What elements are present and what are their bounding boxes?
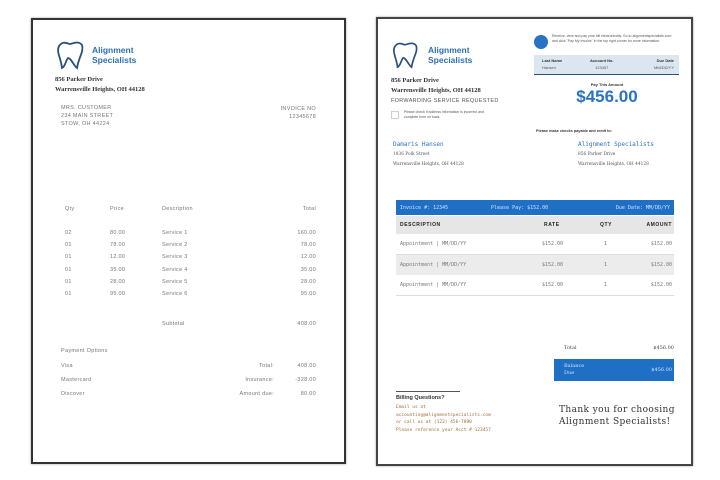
address-line: Warrensville Heights, OH 44128 bbox=[55, 86, 145, 93]
logo-line-2: Specialists bbox=[92, 55, 137, 65]
bar-please-pay: Please Pay: $152.00 bbox=[491, 205, 549, 211]
item-total: 12.00 bbox=[300, 254, 316, 261]
item-qty: 01 bbox=[65, 266, 72, 273]
invoice-no-value: 12345678 bbox=[289, 114, 316, 120]
item-rate: $152.00 bbox=[542, 282, 564, 288]
item-total: 95.00 bbox=[300, 291, 316, 297]
item-price: 12.00 bbox=[110, 254, 126, 261]
tooth-logo-icon bbox=[55, 40, 85, 70]
epay-note: Receive, view and pay your bill electronically. Go to alignmentspecialists.com and click "Pay My Invoice" in the top right corner for more information. bbox=[552, 34, 672, 43]
item-total: 28.00 bbox=[300, 278, 316, 285]
item-total: 78.00 bbox=[300, 242, 316, 249]
total-value: $456.00 bbox=[653, 345, 674, 351]
invoice-bar bbox=[396, 200, 674, 215]
invoice-no-label: INVOICE NO bbox=[280, 106, 316, 112]
account-value: Hansen bbox=[542, 65, 556, 70]
billing-line: Email us at bbox=[396, 405, 426, 410]
remit-name: Alignment Specialists bbox=[578, 141, 654, 148]
item-amount: $152.00 bbox=[650, 261, 672, 268]
remit-note: Please make checks payable and remit to: bbox=[536, 129, 612, 133]
billing-title: Billing Questions? bbox=[396, 395, 445, 401]
invoice-page-simple bbox=[31, 18, 346, 464]
item-total: 160.00 bbox=[297, 230, 316, 236]
item-amount: $152.00 bbox=[650, 241, 672, 247]
subtotal-label: Subtotal bbox=[162, 321, 185, 327]
address-change-checkbox[interactable] bbox=[391, 111, 399, 119]
summary-value: 80.00 bbox=[300, 391, 316, 397]
payment-options-label: Payment Options bbox=[61, 348, 108, 354]
item-description: Service 5 bbox=[162, 278, 188, 285]
customer-address bbox=[61, 104, 113, 128]
address-line: 856 Parker Drive bbox=[55, 76, 103, 83]
logo-text bbox=[428, 45, 472, 65]
payment-option: Visa bbox=[61, 363, 73, 369]
pay-amount: $456.00 bbox=[576, 87, 638, 106]
balance-value: $456.00 bbox=[651, 367, 672, 373]
summary-value: 408.00 bbox=[297, 363, 316, 369]
item-price: 80.00 bbox=[110, 230, 126, 236]
tooth-logo-icon bbox=[391, 41, 419, 69]
account-header: Due Date bbox=[656, 58, 674, 63]
customer-line: 234 MAIN STREET bbox=[61, 113, 114, 119]
customer-line: STOW, OH 44224 bbox=[61, 121, 110, 127]
item-qty: 01 bbox=[65, 278, 72, 285]
item-qty: 02 bbox=[65, 230, 72, 236]
item-qty: 01 bbox=[65, 291, 72, 297]
bar-due-date: Due Date: MM/DD/YY bbox=[615, 205, 670, 211]
item-price: 28.00 bbox=[110, 278, 126, 285]
billing-phone: or call us at (123) 456-7890 bbox=[396, 420, 472, 425]
remit-address bbox=[578, 140, 654, 170]
billing-line: Please reference your Acct # 123457 bbox=[396, 427, 491, 433]
item-description: Service 6 bbox=[162, 291, 188, 297]
customer-name: Damaris Hansen bbox=[393, 141, 444, 148]
item-rate: $152.00 bbox=[542, 261, 564, 268]
col-qty: Qty bbox=[65, 206, 75, 212]
customer-address bbox=[393, 140, 464, 170]
account-value: 123457 bbox=[595, 65, 609, 70]
address-line: Warrensville Heights, OH 44128 bbox=[391, 87, 481, 94]
item-description: Appointment | MM/DD/YY bbox=[400, 261, 467, 268]
item-description: Appointment | MM/DD/YY bbox=[400, 282, 467, 288]
summary-label: Insurance: bbox=[245, 377, 274, 383]
divider bbox=[396, 391, 460, 392]
col-description: Description bbox=[162, 206, 193, 212]
account-value: MM/DD/YY bbox=[654, 65, 674, 70]
thank-you-note: Thank you for choosing Alignment Specialists! bbox=[559, 405, 675, 427]
col-qty: QTY bbox=[600, 222, 613, 228]
payment-box bbox=[534, 33, 680, 78]
table-row bbox=[396, 255, 674, 276]
col-rate: RATE bbox=[544, 222, 560, 228]
invoice-number bbox=[281, 105, 316, 121]
item-qty: 1 bbox=[604, 261, 608, 268]
item-price: 95.00 bbox=[110, 291, 126, 297]
logo-line-1: Alignment bbox=[428, 45, 470, 55]
account-header: Account No. bbox=[590, 58, 614, 63]
forwarding-note: FORWARDING SERVICE REQUESTED bbox=[391, 98, 499, 104]
account-header: Last Name bbox=[542, 58, 563, 63]
company-address bbox=[55, 75, 145, 95]
item-amount: $152.00 bbox=[650, 282, 672, 288]
item-qty: 1 bbox=[604, 241, 608, 247]
table-row bbox=[396, 275, 674, 296]
col-amount: AMOUNT bbox=[646, 222, 672, 228]
summary-value: -328.00 bbox=[295, 377, 316, 383]
remit-city: Warrensville Heights, OH 44128 bbox=[578, 162, 649, 167]
col-description: DESCRIPTION bbox=[400, 222, 441, 228]
col-price: Price bbox=[110, 206, 125, 212]
pay-label: Pay This Amount bbox=[590, 82, 624, 87]
company-address bbox=[391, 76, 481, 96]
logo-text bbox=[92, 45, 136, 65]
summary-label: Total: bbox=[259, 363, 274, 369]
item-qty: 01 bbox=[65, 242, 72, 249]
invoice-page-detailed bbox=[376, 17, 693, 466]
balance-due-box bbox=[554, 359, 674, 381]
customer-street: 1836 Polk Street bbox=[393, 152, 430, 157]
item-description: Service 2 bbox=[162, 242, 188, 249]
total-label: Total bbox=[564, 345, 577, 351]
payment-option: Discover bbox=[61, 391, 85, 397]
account-table bbox=[534, 55, 679, 75]
payment-option: Mastercard bbox=[61, 377, 92, 383]
epay-icon bbox=[534, 35, 548, 49]
balance-label: Balance Due bbox=[564, 363, 585, 376]
table-row bbox=[396, 234, 674, 255]
bar-invoice: Invoice #: 12345 bbox=[400, 205, 449, 211]
logo-line-2: Specialists bbox=[428, 55, 473, 65]
billing-email[interactable]: accounting@alignmentspecialists.com bbox=[396, 412, 491, 418]
item-qty: 1 bbox=[604, 282, 608, 288]
logo-line-1: Alignment bbox=[92, 45, 134, 55]
item-description: Service 3 bbox=[162, 254, 188, 261]
summary-label: Amount due: bbox=[239, 391, 274, 397]
item-rate: $152.00 bbox=[542, 241, 564, 247]
address-line: 856 Parker Drive bbox=[391, 77, 439, 84]
item-qty: 01 bbox=[65, 254, 72, 261]
item-description: Service 1 bbox=[162, 230, 188, 236]
item-description: Service 4 bbox=[162, 266, 188, 273]
customer-line: MRS. CUSTOMER bbox=[61, 105, 112, 111]
billing-info bbox=[396, 404, 491, 434]
col-total: Total bbox=[302, 206, 316, 212]
remit-street: 856 Parker Drive bbox=[578, 152, 616, 157]
item-price: 78.00 bbox=[110, 242, 126, 249]
item-description: Appointment | MM/DD/YY bbox=[400, 241, 467, 247]
item-price: 35.00 bbox=[110, 266, 126, 273]
item-total: 35.00 bbox=[300, 266, 316, 273]
address-change-note: Please check if address information is incorrect and complete form on back. bbox=[404, 110, 484, 119]
subtotal-value: 408.00 bbox=[297, 321, 316, 327]
items-header bbox=[396, 216, 674, 234]
customer-city: Warrensville Heights, OH 44128 bbox=[393, 162, 464, 167]
